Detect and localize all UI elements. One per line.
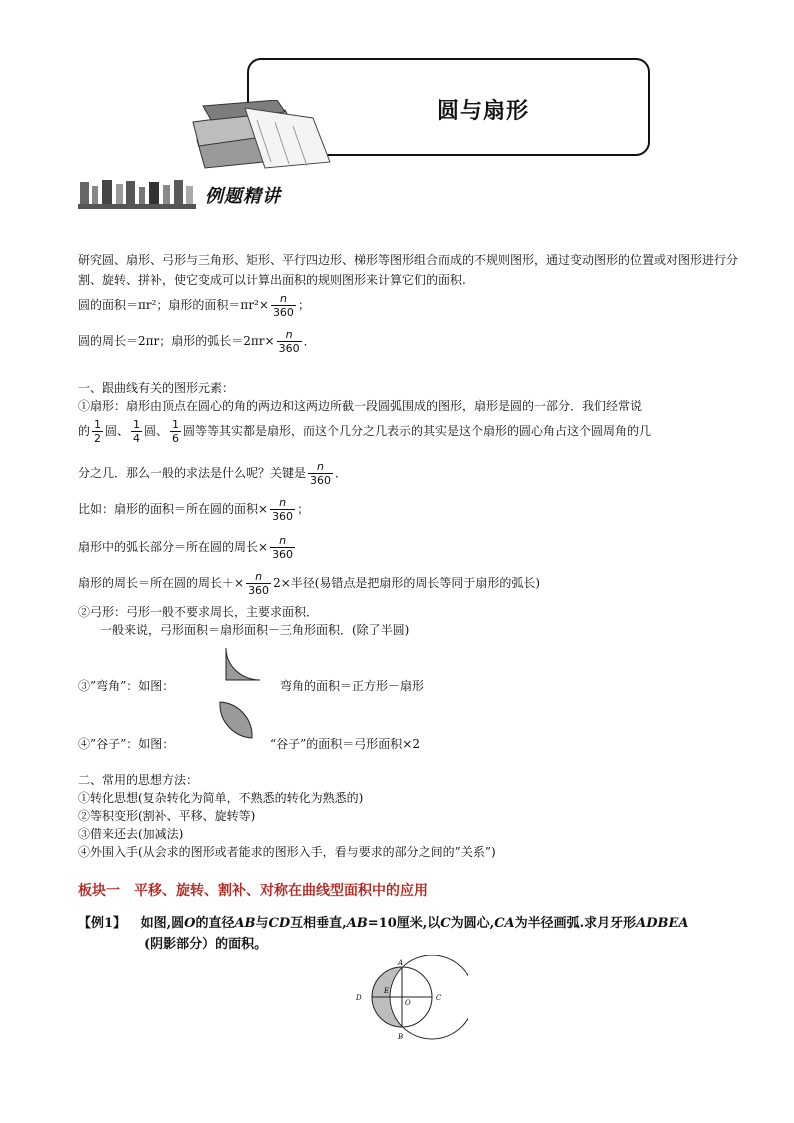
figure-label-d: D [356, 994, 362, 1002]
figure-label-e: E [384, 987, 390, 995]
block1-title: 板块一 平移、旋转、割补、对称在曲线型面积中的应用 [78, 883, 428, 899]
fraction-n-360: $\frac{n}{360}$ [272, 496, 294, 523]
example1-label: 【例1】 [78, 916, 127, 931]
sector-fractions-line: 的 $\frac{1}{2}$ 圆、 $\frac{1}{4}$ 圆、 $\frac{1}{6}$ 圆等等其实都是扇形，而这个几分之几表示的其实是这个扇形的圆心角占这个圆周角的几 [78, 418, 652, 445]
page-title: 圆与扇形 [437, 98, 530, 124]
method-item: ②等积变形(割补、平移、旋转等) [78, 809, 256, 823]
example1-text-line2: (阴影部分）的面积。 [144, 937, 268, 952]
figure-label-o: O [405, 999, 411, 1007]
grain-figure [216, 700, 256, 740]
method-item: ③借来还去(加减法) [78, 827, 184, 841]
method-item: ①转化思想(复杂转化为简单，不熟悉的转化为熟悉的) [78, 791, 364, 805]
fraction-n-360: $\frac{n}{360}$ [272, 534, 294, 561]
method-item: ④外围入手(从会求的图形或者能求的图形入手，看与要求的部分之间的”关系”) [78, 845, 496, 859]
fraction-half: $\frac{1}{2}$ [94, 418, 102, 445]
fraction-n-360: $\frac{n}{360}$ [278, 328, 300, 355]
perimeter-formula: 圆的周长＝2πr；扇形的弧长＝2πr× $\frac{n}{360}$ ． [78, 328, 316, 355]
sector-definition: ①扇形：扇形由顶点在圆心的角的两边和这两边所截一段圆弧围成的图形，扇形是圆的一部分．我们经常说 [78, 399, 643, 413]
segment-definition: ②弓形：弓形一般不要求周长，主要求面积． [78, 605, 319, 619]
figure-label-b: B [398, 1033, 404, 1041]
books-illustration [185, 100, 335, 172]
fraction-n-360: $\frac{n}{360}$ [272, 292, 294, 319]
fraction-n-360: $\frac{n}{360}$ [248, 570, 270, 597]
area-formula: 圆的面积＝πr²；扇形的面积＝πr²× $\frac{n}{360}$ ； [78, 292, 310, 319]
perimeter-formula-text: 圆的周长＝2πr；扇形的弧长＝2πr× [78, 334, 275, 348]
curved-corner-figure [224, 646, 264, 682]
figure-label-c: C [436, 994, 442, 1002]
part1-heading: 一、跟曲线有关的图形元素： [78, 381, 235, 395]
example-arc-line: 扇形中的弧长部分＝所在圆的周长× $\frac{n}{360}$ [78, 534, 294, 561]
figure-label-a: A [398, 959, 404, 967]
fraction-sixth: $\frac{1}{6}$ [172, 418, 180, 445]
curved-corner-label: ③”弯角”：如图： [78, 679, 175, 693]
fraction-quarter: $\frac{1}{4}$ [133, 418, 141, 445]
sector-key-line: 分之几．那么一般的求法是什么呢？关键是 $\frac{n}{360}$ ． [78, 460, 348, 487]
segment-formula: 一般来说，弓形面积＝扇形面积－三角形面积．(除了半圆) [100, 623, 410, 637]
fraction-n-360: $\frac{n}{360}$ [310, 460, 332, 487]
section-header-decoration [78, 178, 196, 210]
example-perimeter-line: 扇形的周长＝所在圆的周长＋× $\frac{n}{360}$ 2×半径(易错点是把扇形的周长等同于扇形的弧长) [78, 570, 541, 597]
intro-paragraph [78, 250, 743, 290]
curved-corner-formula: 弯角的面积＝正方形－扇形 [280, 679, 425, 693]
area-formula-text: 圆的面积＝πr²；扇形的面积＝πr²× [78, 298, 269, 312]
example-area-line: 比如：扇形的面积＝所在圆的面积× $\frac{n}{360}$ ； [78, 496, 310, 523]
section-header: 例题精讲 [205, 186, 281, 207]
part2-heading: 二、常用的思想方法： [78, 773, 199, 787]
intro-text: 研究圆、扇形、弓形与三角形、矩形、平行四边形、梯形等图形组合而成的不规则图形，通过变动图形的位置或对图形进行分割、旋转、拼补，使它变成可以计算出面积的规则图形来计算它们的面积. [78, 253, 739, 287]
example1-figure [348, 955, 468, 1045]
grain-label: ④”谷子”：如图： [78, 737, 175, 751]
grain-formula: “谷子”的面积＝弓形面积×2 [270, 737, 420, 751]
example1: 【例1】 如图,圆O的直径AB与CD互相垂直,AB=10厘米,以C为圆心,CA为半径画弧.求月牙形ADBEA [78, 916, 689, 931]
